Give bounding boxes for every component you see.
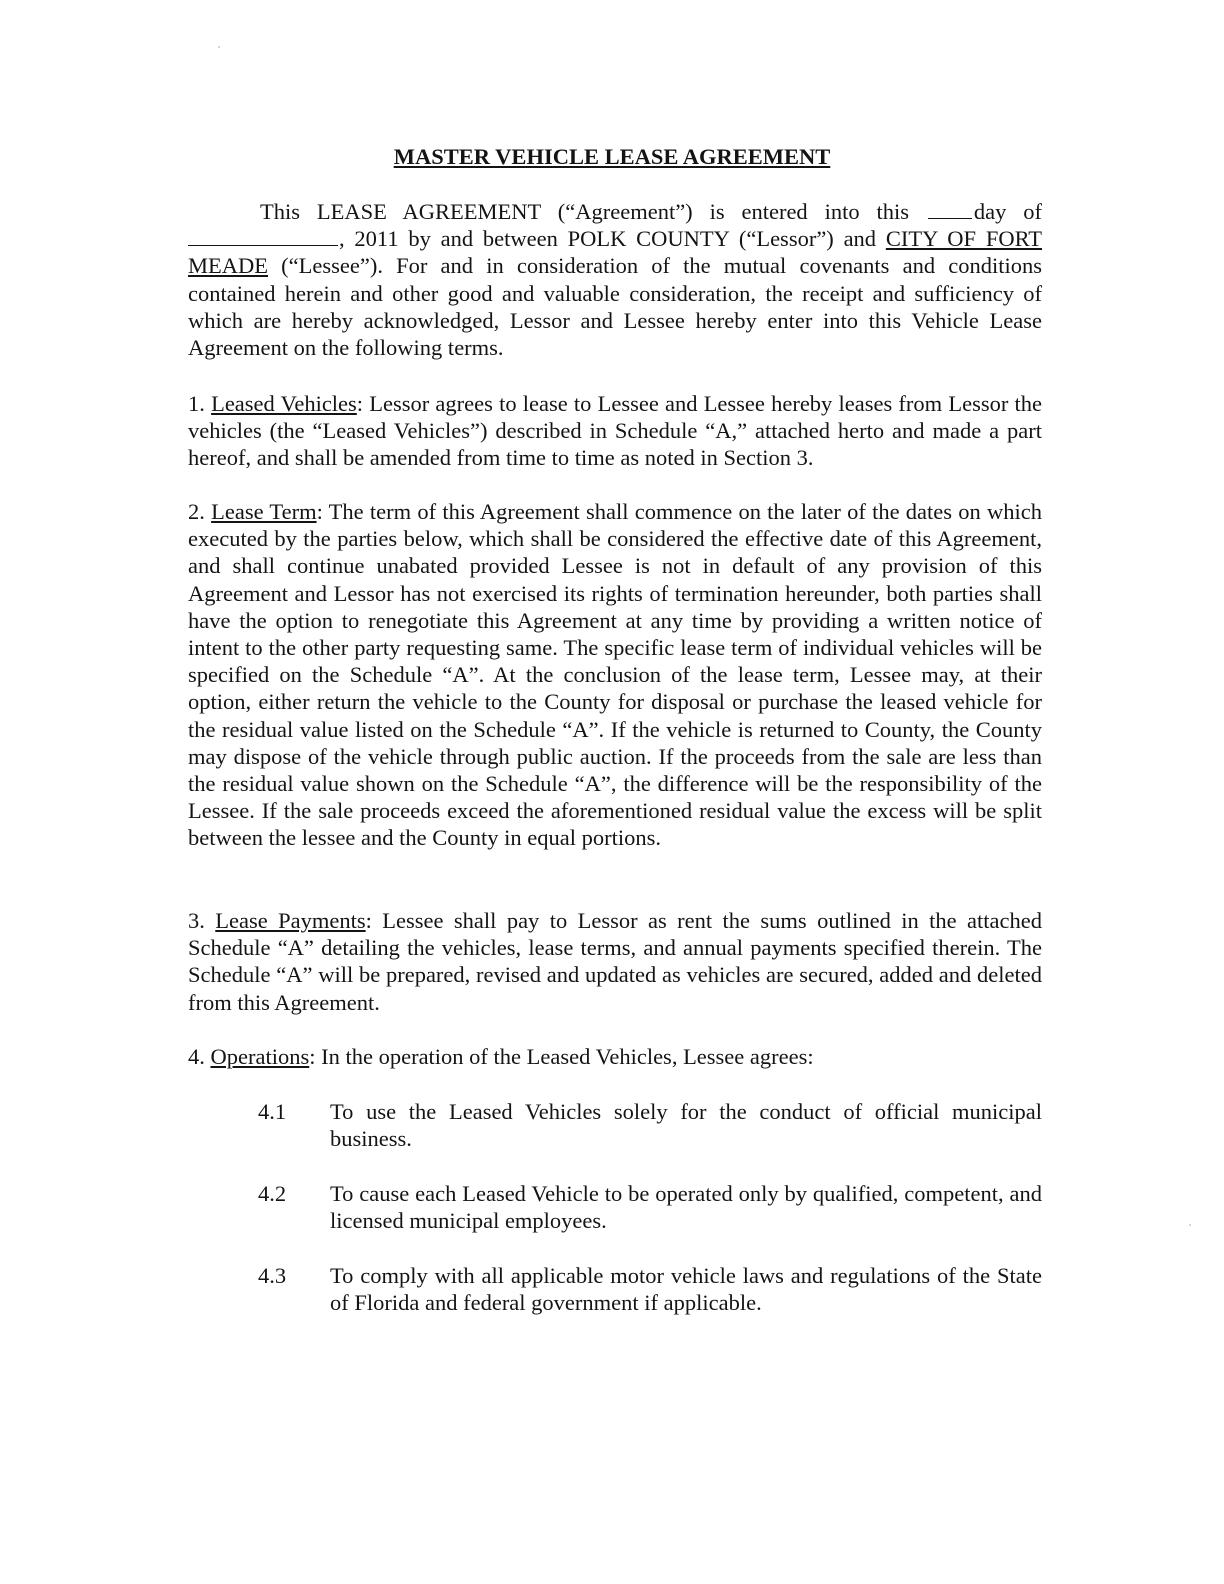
section-body: : In the operation of the Leased Vehicles, Lessee agrees: — [309, 1044, 814, 1069]
subsection-number: 4.2 — [258, 1181, 287, 1206]
scan-speck — [1189, 1224, 1191, 1226]
month-blank — [188, 227, 338, 246]
lessee-name: CITY OF FORT MEADE — [188, 226, 1042, 279]
section-heading: Leased Vehicles — [211, 391, 357, 416]
section-heading: Lease Term — [211, 499, 317, 524]
intro-text-1: This LEASE AGREEMENT (“Agreement”) is entered into this — [260, 199, 926, 224]
section-number: 4. — [188, 1044, 205, 1069]
subsection-number: 4.3 — [258, 1263, 287, 1288]
intro-text-4: (“Lessee”). For and in consideration of the mutual covenants and conditions contained herein and other good and valuable consideration, the receipt and sufficiency of which are hereby acknowledged, Lessor and Lessee hereby enter into this Vehicle Lease Agreement on the following terms. — [188, 253, 1042, 361]
intro-text-3: , 2011 by and between POLK COUNTY (“Lessor”) and — [339, 226, 886, 252]
section-2 — [188, 498, 1042, 852]
section-number: 3. — [188, 908, 205, 933]
section-1 — [188, 390, 1042, 472]
subsection-text: To cause each Leased Vehicle to be operated only by qualified, competent, and licensed municipal employees. — [330, 1181, 1042, 1234]
section-body: : Lessor agrees to lease to Lessee and Lessee hereby leases from Lessor the vehicles (the “Leased Vehicles”) described in Schedule “A,” attached herto and made a part hereof, and shall be amended from time to time as noted in Section 3. — [188, 391, 1043, 471]
day-blank — [928, 200, 972, 219]
intro-text-2: day of — [973, 199, 1042, 224]
subsection-4-2 — [258, 1180, 1042, 1234]
section-number: 2. — [188, 499, 205, 524]
subsection-text: To comply with all applicable motor vehicle laws and regulations of the State of Florida and federal government if applicable. — [330, 1263, 1042, 1316]
section-3 — [188, 907, 1042, 1016]
document-title: MASTER VEHICLE LEASE AGREEMENT — [393, 144, 831, 169]
scan-speck — [218, 46, 220, 48]
subsection-text: To use the Leased Vehicles solely for the conduct of official municipal business. — [330, 1099, 1042, 1152]
section-number: 1. — [188, 391, 205, 416]
subsection-4-3 — [258, 1262, 1042, 1316]
section-body: : The term of this Agreement shall commence on the later of the dates on which executed by the parties below, which shall be considered the effective date of this Agreement, and shall continue unabated provided Lessee is not in default of any provision of this Agreement and Lessor has not exercised its rights of termination hereunder, both parties shall have the option to renegotiate this Agreement at any time by providing a written notice of intent to the other party requesting same. The specific lease term of individual vehicles will be specified on the Schedule “A”. At the conclusion of the lease term, Lessee may, at their option, either return the vehicle to the County for disposal or purchase the leased vehicle for the residual value listed on the Schedule “A”. If the vehicle is returned to County, the County may dispose of the vehicle through public auction. If the proceeds from the sale are less than the residual value shown on the Schedule “A”, the difference will be the responsibility of the Lessee. If the sale proceeds exceed the aforementioned residual value the excess will be split between the lessee and the County in equal portions. — [188, 499, 1043, 851]
subsection-number: 4.1 — [258, 1099, 287, 1124]
section-body: : Lessee shall pay to Lessor as rent the sums outlined in the attached Schedule “A” detailing the vehicles, lease terms, and annual payments specified therein. The Schedule “A” will be prepared, revised and updated as vehicles are secured, added and deleted from this Agreement. — [188, 908, 1042, 1015]
section-heading: Lease Payments — [215, 908, 366, 933]
subsection-4-1 — [258, 1098, 1042, 1152]
intro-paragraph — [188, 198, 1042, 361]
section-4 — [188, 1043, 1042, 1070]
section-heading: Operations — [210, 1044, 310, 1069]
